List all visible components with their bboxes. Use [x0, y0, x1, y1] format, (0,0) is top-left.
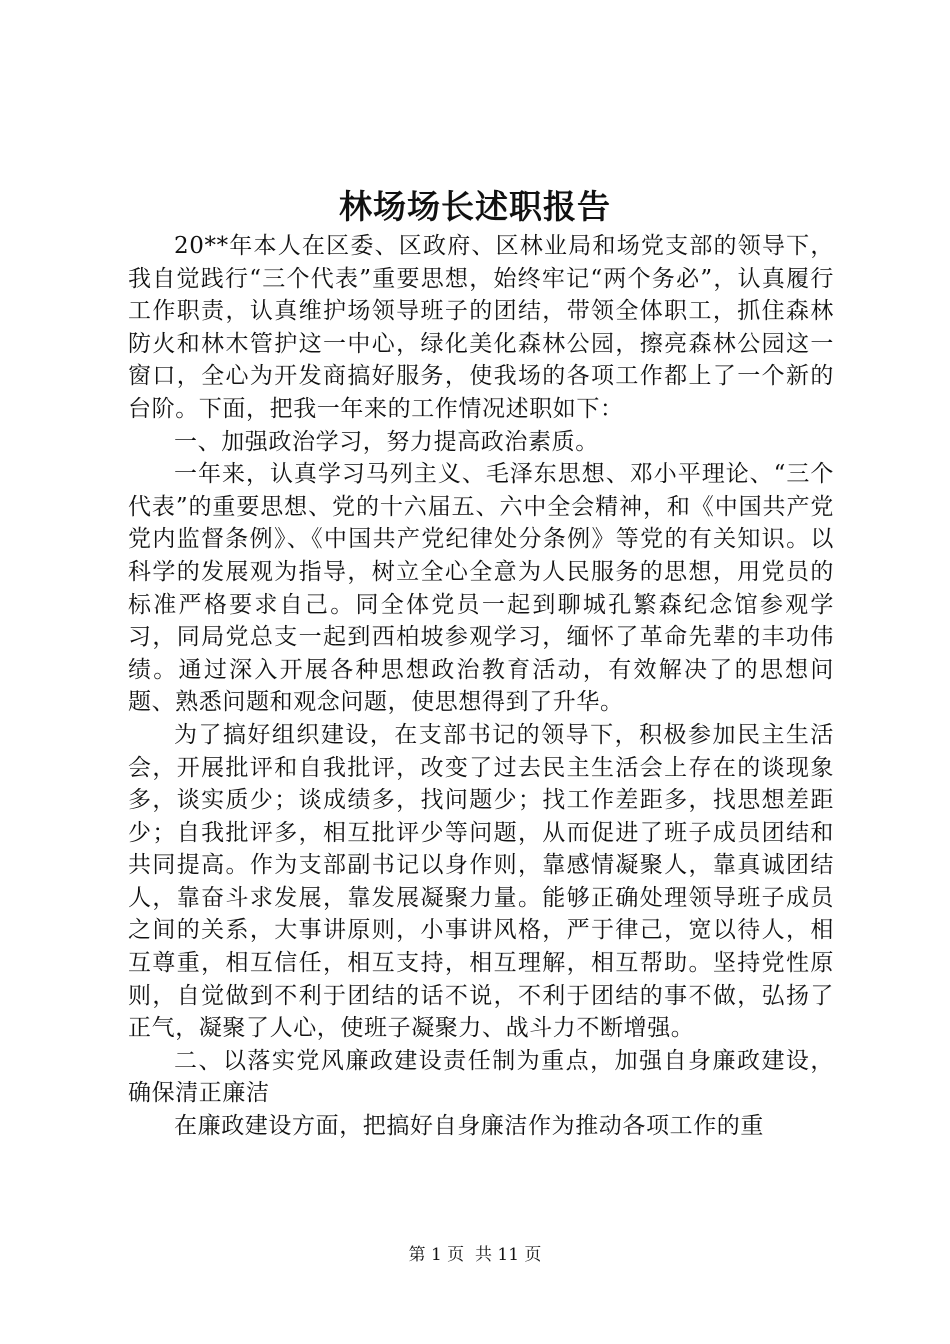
paragraph-integrity: 在廉政建设方面，把搞好自身廉洁作为推动各项工作的重 [174, 1113, 764, 1140]
document-title: 林场场长述职报告 [339, 187, 611, 226]
section-heading-2: 二、以落实党风廉政建设责任制为重点，加强自身廉政建设，确保清正廉洁 [128, 1047, 834, 1107]
page-number: 第 1 页 [408, 1245, 465, 1265]
paragraph-intro: 20**年本人在区委、区政府、区林业局和场党支部的领导下，我自觉践行“三个代表”重要思想，始终牢记“两个务必”，认真履行工作职责，认真维护场领导班子的团结，带领全体职工，抓住森林防火和林木管护这一中心，绿化美化森林公园，擦亮森林公园这一窗口，全心为开发商搞好服务，使我场的各项工作都上了一个新的台阶。下面，把我一年来的工作情况述职如下： [128, 233, 834, 422]
paragraph-political-study: 一年来，认真学习马列主义、毛泽东思想、邓小平理论、“三个代表”的重要思想、党的十六届五、六中全会精神，和《中国共产党党内监督条例》、《中国共产党纪律处分条例》等党的有关知识。以科学的发展观为指导，树立全心全意为人民服务的思想，用党员的标准严格要求自己。同全体党员一起到聊城孔繁森纪念馆参观学习，同局党总支一起到西柏坡参观学习，缅怀了革命先辈的丰功伟绩。通过深入开展各种思想政治教育活动，有效解决了的思想问题、熟悉问题和观念问题，使思想得到了升华。 [128, 461, 834, 716]
page-total: 共 11 页 [474, 1245, 542, 1265]
document-body [128, 230, 834, 1143]
section-heading-1: 一、加强政治学习，努力提高政治素质。 [174, 428, 599, 455]
paragraph-organization: 为了搞好组织建设，在支部书记的领导下，积极参加民主生活会，开展批评和自我批评，改变了过去民主生活会上存在的谈现象多，谈实质少；谈成绩多，找问题少；找工作差距多，找思想差距少；自我批评多，相互批评少等问题，从而促进了班子成员团结和共同提高。作为支部副书记以身作则，靠感情凝聚人，靠真诚团结人，靠奋斗求发展，靠发展凝聚力量。能够正确处理领导班子成员之间的关系，大事讲原则，小事讲风格，严于律己，宽以待人，相互尊重，相互信任，相互支持，相互理解，相互帮助。坚持党性原则，自觉做到不利于团结的话不说，不利于团结的事不做，弘扬了正气，凝聚了人心，使班子凝聚力、战斗力不断增强。 [128, 721, 834, 1042]
page-footer [0, 1243, 950, 1267]
